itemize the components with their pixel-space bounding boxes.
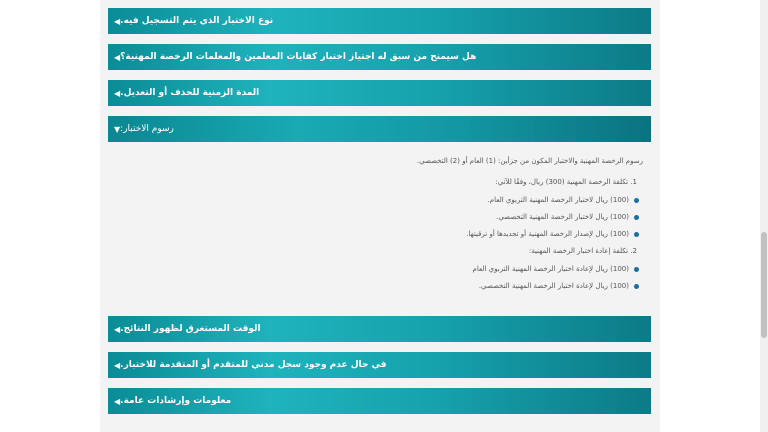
accordion-header-results-time[interactable] <box>108 316 651 342</box>
accordion-body-test-fees <box>108 143 651 313</box>
accordion-title: نوع الاختبار الذي يتم التسجيل فيه. <box>120 16 274 26</box>
accordion-header-no-civil-record[interactable] <box>108 352 651 378</box>
accordion-title: هل سيمنح من سبق له اجتياز اختبار كفايات المعلمين والمعلمات الرخصة المهنية؟ <box>120 52 477 62</box>
accordion-title: معلومات وإرشادات عامة. <box>120 396 232 406</box>
accordion-title: المدة الزمنية للحذف أو التعديل. <box>120 88 260 98</box>
list-item: (100) ريال لإعادة اختبار الرخصة المهنية التربوي العام <box>473 265 640 273</box>
fees-intro: رسوم الرخصة المهنية والاختبار المكون من جزأين: (1) العام أو (2) التخصصي. <box>416 157 643 165</box>
fees-group1-title: 1. تكلفة الرخصة المهنية (300) ريال، وفقًا للآتي: <box>495 178 637 186</box>
accordion-header-edit-period[interactable] <box>108 80 651 106</box>
list-item: (100) ريال لإصدار الرخصة المهنية أو تجديدها أو ترقيتها. <box>466 230 639 238</box>
list-item: (100) ريال لإعادة اختبار الرخصة المهنية التخصصي. <box>479 282 639 290</box>
bullet-icon <box>634 267 639 272</box>
bullet-icon <box>634 284 639 289</box>
bullet-icon <box>634 232 639 237</box>
chevron-left-icon: ◀ <box>114 16 121 26</box>
accordion-title: الوقت المستغرق لظهور النتائج. <box>120 324 261 334</box>
vertical-scrollbar[interactable] <box>760 0 768 432</box>
list-item: (100) ريال لاختبار الرخصة المهنية التخصصي. <box>496 213 639 221</box>
chevron-left-icon: ◀ <box>114 360 121 370</box>
chevron-down-icon: ▼ <box>114 124 121 134</box>
accordion-title: في حال عدم وجود سجل مدني للمتقدم أو المتقدمة للاختبار. <box>120 360 387 370</box>
bullet-icon <box>634 215 639 220</box>
accordion-header-test-fees[interactable] <box>108 116 651 142</box>
accordion-title: رسوم الاختبار: <box>120 124 174 134</box>
chevron-left-icon: ◀ <box>114 396 121 406</box>
bullet-icon <box>634 198 639 203</box>
chevron-left-icon: ◀ <box>114 52 121 62</box>
accordion-header-test-type[interactable] <box>108 8 651 34</box>
list-item: (100) ريال لاختبار الرخصة المهنية التربوي العام. <box>488 196 639 204</box>
chevron-left-icon: ◀ <box>114 324 121 334</box>
accordion-header-license-eligibility[interactable] <box>108 44 651 70</box>
accordion-header-general-info[interactable] <box>108 388 651 414</box>
fees-group2-title: 2. تكلفة إعادة اختبار الرخصة المهنية: <box>528 247 637 255</box>
scrollbar-thumb[interactable] <box>761 232 767 338</box>
chevron-left-icon: ◀ <box>114 88 121 98</box>
